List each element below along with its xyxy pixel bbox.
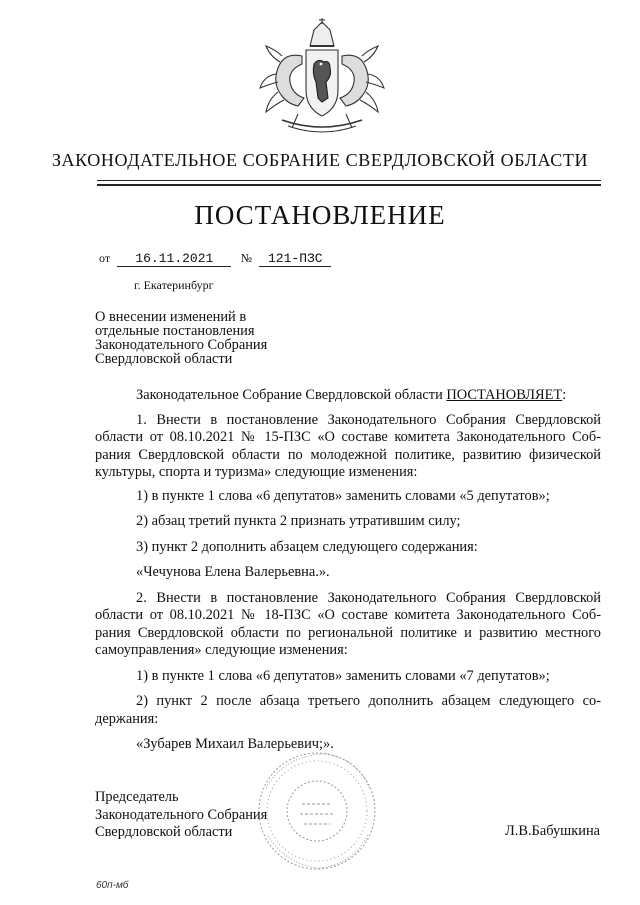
signatory-title-line: Законодательного Собрания xyxy=(95,806,268,823)
document-body xyxy=(95,387,601,760)
header-divider-thick xyxy=(97,184,601,186)
date-prefix: от xyxy=(99,251,111,265)
item-2-line: области от 08.10.2021 № 18-ПЗС «О составе комитета Законодательного Соб- xyxy=(95,607,601,623)
item-2-change: 1) в пункте 1 слова «6 депутатов» заменить словами «7 депутатов»; xyxy=(136,667,550,684)
subject-line: Свердловской области xyxy=(95,351,233,367)
organization-name: ЗАКОНОДАТЕЛЬНОЕ СОБРАНИЕ СВЕРДЛОВСКОЙ ОБЛАСТИ xyxy=(51,150,589,170)
document-meta xyxy=(99,250,331,267)
header-divider-thin xyxy=(97,180,601,181)
item-1-change: 3) пункт 2 дополнить абзацем следующего содержания: xyxy=(136,538,478,555)
preamble xyxy=(95,387,601,405)
signatory-title-line: Председатель xyxy=(95,789,179,805)
document-subject xyxy=(95,310,325,366)
preamble-text: Законодательное Собрание Свердловской области xyxy=(136,387,447,403)
item-1-change: 1) в пункте 1 слова «6 депутатов» заменить словами «5 депутатов»; xyxy=(136,487,550,504)
coat-of-arms-emblem xyxy=(258,16,386,140)
item-1-line: 1. Внести в постановление Законодательного Собрания Свердловской xyxy=(136,411,601,428)
item-2-change-line: 2) пункт 2 после абзаца третьего дополнить абзацем следующего со- xyxy=(136,693,601,709)
document-city: г. Екатеринбург xyxy=(134,278,214,292)
item-2-line: 2. Внести в постановление Законодательного Собрания Свердловской xyxy=(136,589,601,606)
signatory-title-line: Свердловской области xyxy=(95,824,233,840)
item-1-line: рания Свердловской области по молодежной политике, развитию физической xyxy=(95,446,601,463)
item-2-line: самоуправления» следующие изменения: xyxy=(95,642,348,658)
item-1-change: 2) абзац третий пункта 2 признать утратившим силу; xyxy=(136,513,461,529)
item-2-change-2 xyxy=(95,693,601,728)
item-1-line: культуры, спорта и туризма» следующие изменения: xyxy=(95,464,418,480)
item-2-change-line: держания: xyxy=(95,710,159,727)
item-2-line: рания Свердловской области по региональной политике и развитию местного xyxy=(95,624,601,641)
subject-line: О внесении изменений в xyxy=(95,309,247,325)
signatory-title xyxy=(95,789,267,842)
document-title: ПОСТАНОВЛЕНИЕ xyxy=(194,200,446,230)
subject-line: Законодательного Собрания xyxy=(95,337,268,353)
preamble-keyword: ПОСТАНОВЛЯЕТ xyxy=(446,387,563,403)
signatory-name: Л.В.Бабушкина xyxy=(505,823,601,839)
official-seal xyxy=(254,748,380,874)
item-1-line: области от 08.10.2021 № 15-ПЗС «О составе комитета Законодательного Соб- xyxy=(95,429,601,445)
preamble-end: : xyxy=(562,387,567,403)
document-number: 121-ПЗС xyxy=(259,252,331,267)
item-2-quote: «Зубарев Михаил Валерьевич;». xyxy=(136,736,334,752)
item-2 xyxy=(95,590,601,660)
document-date: 16.11.2021 xyxy=(117,252,231,267)
item-1-quote: «Чечунова Елена Валерьевна.». xyxy=(136,564,330,580)
footer-code: 60п-мб xyxy=(96,880,129,891)
number-prefix: № xyxy=(240,251,253,265)
item-1 xyxy=(95,412,601,482)
subject-line: отдельные постановления xyxy=(95,323,255,339)
